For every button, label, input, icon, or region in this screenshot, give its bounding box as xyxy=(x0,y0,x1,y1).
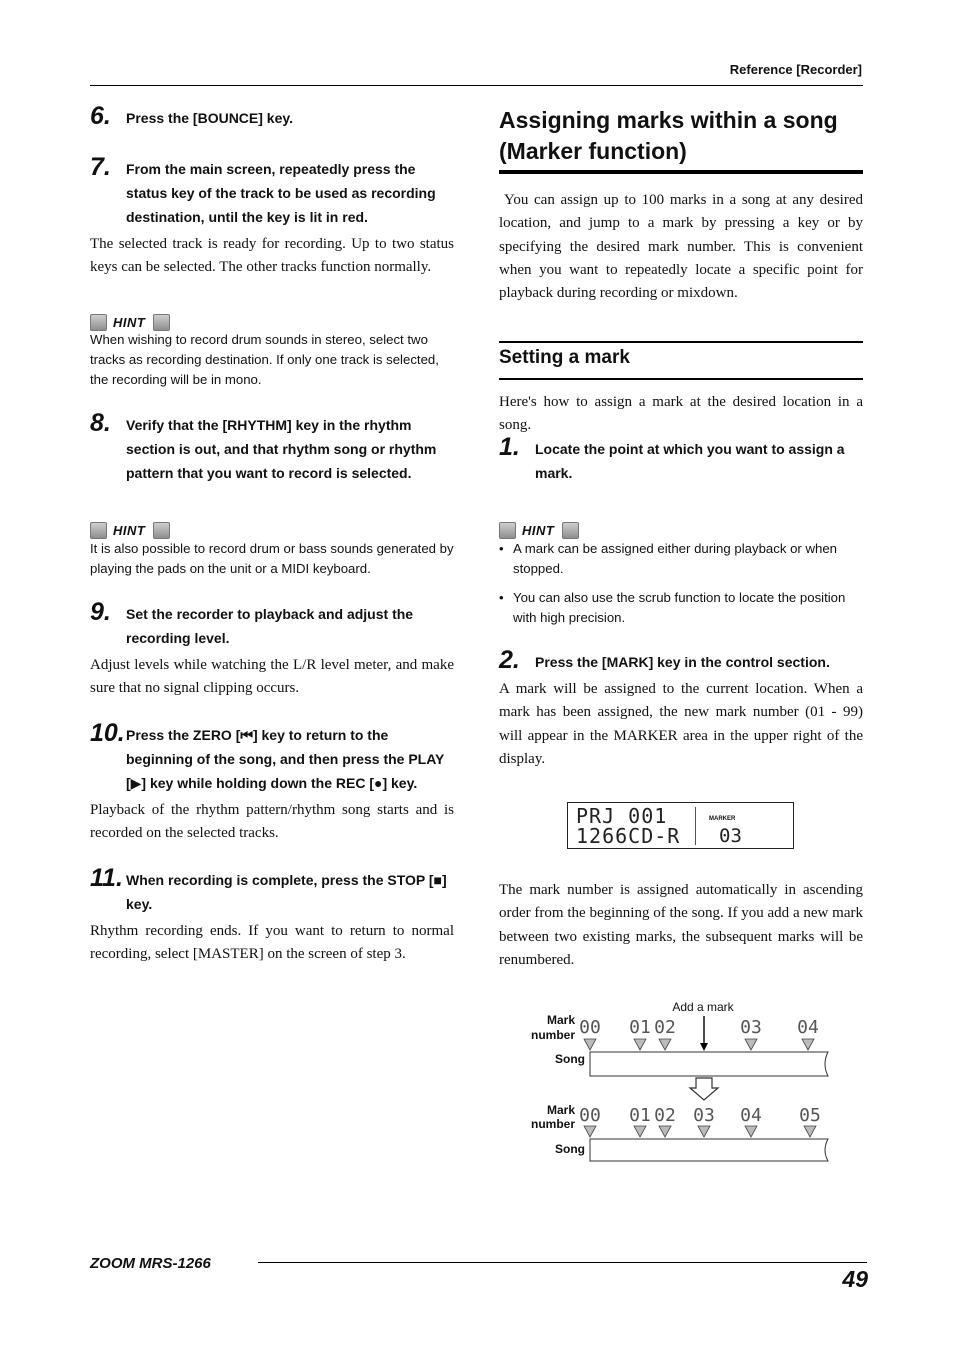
mark-triangle xyxy=(745,1126,757,1137)
mark-number: 02 xyxy=(654,1105,676,1126)
step-10-text: Press the ZERO [⏮] key to return to the beginning of the song, and then press the PLAY [▶] key while holding down the REC [●] key. xyxy=(126,727,445,791)
hint-bullet: • A mark can be assigned either during playback or when stopped. xyxy=(499,541,838,576)
song-bar-bottom xyxy=(590,1139,828,1161)
hint-icon xyxy=(562,522,579,539)
step-7-body: The selected track is ready for recording. Up to two status keys can be selected. The other tracks function normally. xyxy=(90,236,454,276)
mark-number: 03 xyxy=(693,1105,715,1126)
mark-number: 00 xyxy=(579,1017,601,1038)
step-9-text: Set the recorder to playback and adjust the recording level. xyxy=(126,606,414,646)
mark-label-top-2: number xyxy=(530,1028,575,1042)
right-column xyxy=(499,0,863,1000)
mark-triangle xyxy=(584,1039,596,1050)
hint-2-header xyxy=(90,521,170,539)
add-mark-arrowhead xyxy=(700,1043,708,1051)
step-2-number: 2. xyxy=(499,646,520,674)
subheading-top-rule xyxy=(499,341,863,343)
section-title-line-2: (Marker function) xyxy=(499,138,687,164)
hint-label: HINT xyxy=(522,522,555,538)
hint-icon xyxy=(153,314,170,331)
hint-label: HINT xyxy=(113,314,146,330)
lcd-project-line: PRJ 001 xyxy=(576,804,668,828)
hint-bullet: • You can also use the scrub function to locate the position with high precision. xyxy=(499,590,846,625)
mark-triangle xyxy=(698,1126,710,1137)
subheading-intro: Here's how to assign a mark at the desired location in a song. xyxy=(499,394,863,434)
step-8-number: 8. xyxy=(90,409,111,437)
hint-icon xyxy=(499,522,516,539)
mark-number: 01 xyxy=(629,1017,651,1038)
add-mark-label: Add a mark xyxy=(672,1000,734,1014)
section-title-line-1: Assigning marks within a song xyxy=(499,107,838,133)
hint-1-header xyxy=(90,313,170,331)
step-2-text: Press the [MARK] key in the control section. xyxy=(535,654,830,670)
mark-triangle xyxy=(804,1126,816,1137)
step-6-text: Press the [BOUNCE] key. xyxy=(126,110,294,126)
mark-number: 05 xyxy=(799,1105,821,1126)
song-label-bottom: Song xyxy=(555,1142,585,1156)
mark-label-bottom-1: Mark xyxy=(546,1103,575,1117)
section-title-rule xyxy=(499,170,863,174)
step-10-number: 10. xyxy=(90,719,125,747)
step-9-number: 9. xyxy=(90,598,111,626)
marker-diagram xyxy=(520,995,840,1170)
mark-triangle xyxy=(634,1039,646,1050)
lcd-display xyxy=(567,802,794,849)
step-11-number: 11. xyxy=(90,864,123,892)
mark-number: 01 xyxy=(629,1105,651,1126)
mark-triangle xyxy=(659,1039,671,1050)
step-7-text: From the main screen, repeatedly press the status key of the track to be used as recording destination, until the key is lit in red. xyxy=(126,161,436,225)
mark-label-bottom-2: number xyxy=(530,1117,575,1131)
mark-number: 04 xyxy=(797,1017,819,1038)
running-header: Reference [Recorder] xyxy=(729,62,862,77)
step-10-body: Playback of the rhythm pattern/rhythm song starts and is recorded on the selected tracks. xyxy=(90,802,454,842)
mark-number: 04 xyxy=(740,1105,762,1126)
transition-arrow xyxy=(690,1078,718,1100)
hint-1-text: When wishing to record drum sounds in stereo, select two tracks as recording destination. If only one track is selected, the recording will be in mono. xyxy=(90,332,439,387)
hint-3-header xyxy=(499,521,579,539)
song-bar-top xyxy=(590,1052,828,1076)
footer-model: ZOOM MRS-1266 xyxy=(90,1255,211,1272)
mark-triangle xyxy=(584,1126,596,1137)
mark-label-top-1: Mark xyxy=(546,1013,575,1027)
step-7-number: 7. xyxy=(90,153,111,181)
section-intro: You can assign up to 100 marks in a song at any desired location, and jump to a mark by pressing a key or by specifying the desired mark number. This is convenient when you want to repeatedly locate a specific point for playback during recording or mixdown. xyxy=(499,192,863,302)
hint-icon xyxy=(90,522,107,539)
step-9-body: Adjust levels while watching the L/R level meter, and make sure that no signal clipping occurs. xyxy=(90,657,454,697)
hint-2-text: It is also possible to record drum or bass sounds generated by playing the pads on the unit or a MIDI keyboard. xyxy=(90,541,454,576)
step-1-text: Locate the point at which you want to assign a mark. xyxy=(535,441,845,481)
song-label-top: Song xyxy=(555,1052,585,1066)
subheading: Setting a mark xyxy=(499,347,630,368)
footer-rule xyxy=(258,1262,867,1263)
step-11-text: When recording is complete, press the STOP [■] key. xyxy=(126,872,447,912)
hint-icon xyxy=(90,314,107,331)
step-8-text: Verify that the [RHYTHM] key in the rhythm section is out, and that rhythm song or rhythm pattern that you want to record is selected. xyxy=(126,417,437,481)
hint-label: HINT xyxy=(113,522,146,538)
mark-triangle xyxy=(745,1039,757,1050)
auto-number-body: The mark number is assigned automatically in ascending order from the beginning of the song. If you add a new mark between two existing marks, the subsequent marks will be renumbered. xyxy=(499,882,863,968)
lcd-name-line: 1266CD-R xyxy=(576,824,681,848)
hint-icon xyxy=(153,522,170,539)
lcd-marker-label: MARKER xyxy=(709,816,736,822)
mark-number: 02 xyxy=(654,1017,676,1038)
mark-triangle xyxy=(634,1126,646,1137)
step-2-body: A mark will be assigned to the current location. When a mark has been assigned, the new mark number (01 - 99) will appear in the MARKER area in the upper right of the display. xyxy=(499,681,863,767)
mark-number: 00 xyxy=(579,1105,601,1126)
mark-triangle xyxy=(659,1126,671,1137)
mark-number: 03 xyxy=(740,1017,762,1038)
page-number: 49 xyxy=(842,1266,868,1292)
step-1-number: 1. xyxy=(499,433,520,461)
mark-triangle xyxy=(802,1039,814,1050)
step-11-body: Rhythm recording ends. If you want to return to normal recording, select [MASTER] on the screen of step 3. xyxy=(90,923,454,963)
left-column xyxy=(90,0,454,1000)
lcd-marker-number: 03 xyxy=(719,825,742,847)
subheading-bottom-rule xyxy=(499,378,863,380)
step-6-number: 6. xyxy=(90,102,111,130)
lcd-separator xyxy=(695,807,696,845)
